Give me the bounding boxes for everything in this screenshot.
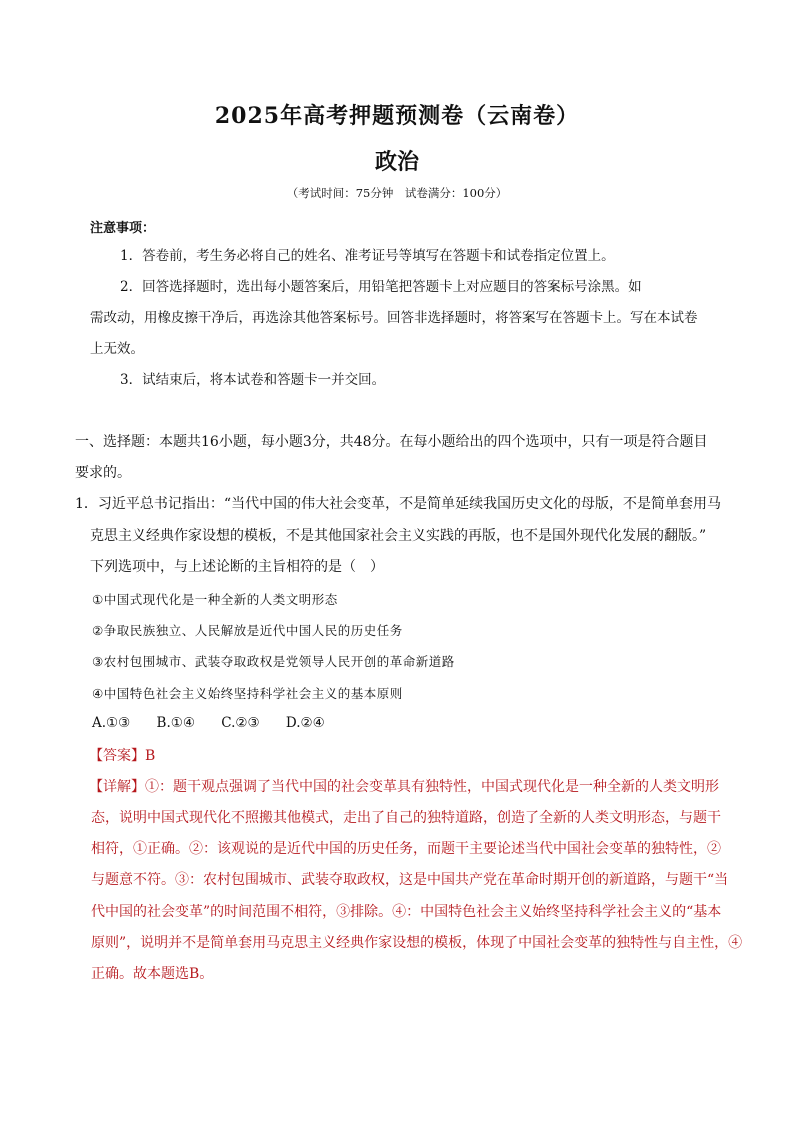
section-heading: 一、选择题：本题共16小题，每小题3分，共48分。在每小题给出的四个选项中，只有一项是符合题目 [75, 434, 708, 450]
question-stem: 下列选项中，与上述论断的主旨相符的是（ ） [90, 559, 384, 575]
answer-choices [92, 715, 347, 731]
analysis-line: 相符，①正确。②：该观说的是近代中国的历史任务，而题干主要论述当代中国社会变革的独特性，② [91, 841, 721, 857]
notice-item: 1．答卷前，考生务必将自己的姓名、准考证号等填写在答题卡和试卷指定位置上。 [120, 248, 615, 264]
analysis-line: 正确。故本题选B。 [91, 966, 214, 982]
notice-item: 需改动，用橡皮擦干净后，再选涂其他答案标号。回答非选择题时，将答案写在答题卡上。写在本试卷 [90, 310, 698, 326]
choice-d: D.②④ [285, 715, 325, 731]
analysis-line: 与题意不符。③：农村包围城市、武装夺取政权，这是中国共产党在革命时期开创的新道路，与题干“当 [91, 872, 729, 888]
question-stem: 1．习近平总书记指出：“当代中国的伟大社会变革，不是简单延续我国历史文化的母版，不是简单套用马 [75, 496, 722, 512]
notice-item: 上无效。 [90, 341, 144, 357]
notice-item: 3．试结束后，将本试卷和答题卡一并交回。 [120, 372, 386, 388]
statement: ①中国式现代化是一种全新的人类文明形态 [92, 592, 338, 607]
choice-a: A.①③ [92, 715, 131, 731]
notice-item: 2．回答选择题时，选出每小题答案后，用铅笔把答题卡上对应题目的答案标号涂黑。如 [120, 279, 642, 295]
question-stem: 克思主义经典作家设想的模板，不是其他国家社会主义实践的再版，也不是国外现代化发展的翻版。” [90, 528, 707, 544]
analysis-line: 【详解】①：题干观点强调了当代中国的社会变革具有独特性，中国式现代化是一种全新的人类文明形 [89, 779, 719, 795]
section-heading-cont: 要求的。 [75, 465, 131, 481]
subject-title: 政治 [374, 149, 419, 175]
analysis-line: 原则”，说明并不是简单套用马克思主义经典作家设想的模板，体现了中国社会变革的独特性与自主性，④ [91, 935, 743, 951]
answer-label: 【答案】B [89, 748, 156, 764]
notice-heading: 注意事项： [90, 221, 156, 236]
statement: ③农村包围城市、武装夺取政权是党领导人民开创的革命新道路 [92, 654, 455, 669]
page-title: 2025年高考押题预测卷（云南卷） [214, 103, 580, 129]
statement: ②争取民族独立、人民解放是近代中国人民的历史任务 [92, 623, 403, 638]
exam-info: （考试时间：75分钟 试卷满分：100分） [286, 186, 508, 200]
choice-b: B.①④ [156, 715, 195, 731]
statement: ④中国特色社会主义始终坚持科学社会主义的基本原则 [92, 686, 403, 701]
analysis-line: 代中国的社会变革”的时间范围不相符，③排除。④：中国特色社会主义始终坚持科学社会主义的“基本 [91, 904, 722, 920]
analysis-line: 态，说明中国式现代化不照搬其他模式，走出了自己的独特道路，创造了全新的人类文明形态，与题干 [91, 810, 721, 826]
choice-c: C.②③ [221, 715, 260, 731]
